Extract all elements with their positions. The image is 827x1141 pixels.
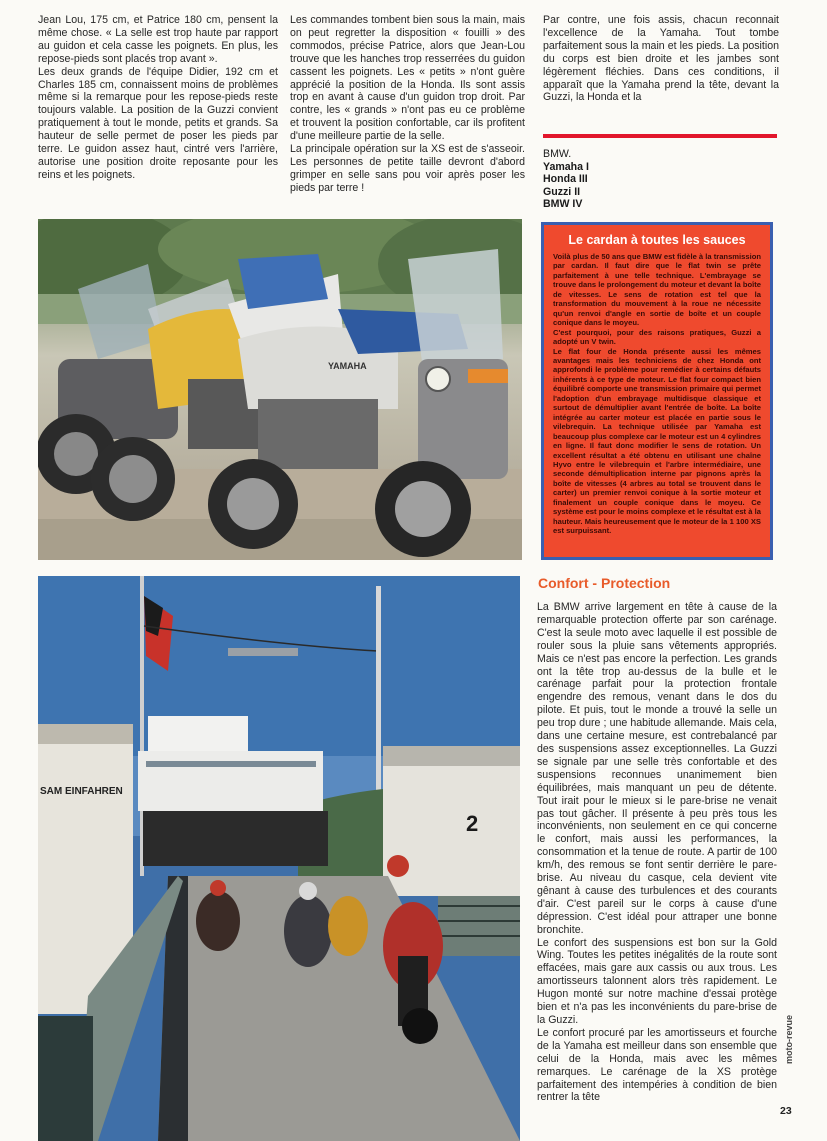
ranking-list <box>543 148 663 211</box>
ranking-header: BMW. <box>543 148 572 160</box>
ranking-item: Honda III <box>543 173 588 186</box>
paragraph: La principale opération sur la XS est de s'asseoir. Les personnes de petite taille devront d'abord grimper en selle sans pou voir après poser les pieds par terre ! <box>290 143 525 194</box>
section-heading: Confort - Protection <box>538 575 671 591</box>
warning-sign-text: SAM EINFAHREN <box>40 786 123 797</box>
ferry-photo <box>38 576 520 1141</box>
paragraph: Jean Lou, 175 cm, et Patrice 180 cm, pensent la même chose. « La selle est trop haute par rapport au guidon et cela casse les poignets. En plus, les repose-pieds sont placés trop avant ». <box>38 14 278 65</box>
sidebar-paragraph: Voilà plus de 50 ans que BMW est fidèle à la transmission par cardan. Il faut dire que le flat twin se prête parfaitement à une telle technique. L'embrayage se trouve dans le prolongement du moteur et devant la boîte de vitesses. Le sens de rotation est tel que la transformation du mouvement à la roue ne nécessite qu'un renvoi d'angle en sortie de boîte et un couple conique dans le moyeu. <box>553 252 761 328</box>
sidebar-title: Le cardan à toutes les sauces <box>568 233 746 247</box>
article-column-4 <box>537 601 777 1104</box>
dock-number: 2 <box>466 811 479 836</box>
paragraph: Le confort des suspensions est bon sur la Gold Wing. Toutes les petites inégalités de la route sont effacées, mais gare aux cassis ou aux trous. Les amortisseurs talonnent alors très rapidement. Le Hugon monté sur notre machine d'essai protège bien et n'a pas les inconvénients du pare-brise de la Guzzi. <box>537 936 777 1026</box>
ranking-item: Yamaha I <box>543 160 589 173</box>
article-column-1 <box>38 14 278 182</box>
red-divider <box>543 134 777 138</box>
tank-label: YAMAHA <box>328 361 367 371</box>
ranking-item: Guzzi II <box>543 185 581 198</box>
motorcycles-lineup-photo <box>38 219 522 560</box>
sidebar-paragraph: C'est pourquoi, pour des raisons pratiques, Guzzi a adopté un V twin. <box>553 327 761 347</box>
article-column-2 <box>290 14 525 195</box>
article-column-3 <box>543 14 779 104</box>
paragraph: Les deux grands de l'équipe Didier, 192 cm et Charles 185 cm, connaissent moins de problèmes même si la remarque pour les repose-pieds reste toujours valable. La position de la Guzzi convient pratiquement à tout le monde, petits et grands. Sa hauteur de selle permet de poser les pieds par terre. Le guidon assez haut, cintré vers l'arrière, autorise une position droite reposante pour les reins et les poignets. <box>38 65 278 181</box>
paragraph: Le confort procuré par les amortisseurs et fourche de la Yamaha est meilleur dans son ensemble que celui de la Honda, mais avec les mêmes remarques. Le carénage de la XS protège parfaitement des intempéries à condition de bien rentrer la tête <box>537 1026 777 1104</box>
paragraph: Par contre, une fois assis, chacun reconnait l'excellence de la Yamaha. Tout tombe parfaitement sous la main et les pieds. La position du corps est bien droite et les jambes sont légèrement fléchies. Dans ces conditions, il apparaît que la Yamaha prend la tête, devant la Guzzi, la Honda et la <box>543 14 779 104</box>
magazine-name: moto-revue <box>784 1014 794 1064</box>
page-number: 23 <box>780 1105 792 1117</box>
sidebar-box <box>541 222 773 560</box>
ranking-item: BMW IV <box>543 198 583 211</box>
motorcycles-illustration <box>38 219 522 560</box>
paragraph: La BMW arrive largement en tête à cause de la remarquable protection offerte par son carénage. C'est la seule moto avec laquelle il est possible de rouler sous la pluie sans vêtements appropriés. Mais ce n'est pas encore la perfection. Les grands ont la tête trop au-dessus de la bulle et le carénage parfait pour la protection frontale engendre des remous, venant dans le dos du pilote. Et puis, tout le monde a trouvé la selle un peu trop dure ; une habitude allemande. Mais cela, dans une certaine mesure, est contrebalancé par des suspensions assez exceptionnelles. La Guzzi se signale par une selle très confortable et des suspensions reconnues unanimement bien équilibrées, mais manquant un peu de détente. Tout irait pour le mieux si le pare-brise ne venait pas tout gâcher. Il présente à peu près tous les inconvénients, non seulement en ce qui concerne le confort, mais aussi les performances, la consommation et la tenue de route. A partir de 100 km/h, des remous se font sentir derrière le pare-brise. Au niveau du casque, cela devient vite gênant à cause des turbulences et des courants d'air. C'est pareil sur le corps à cause d'une dépression. C'est idéal pour attraper une bonne bronchite. <box>537 601 777 936</box>
sidebar-paragraph: Le flat four de Honda présente aussi les mêmes avantages mais les techniciens de chez Honda ont approfondi le problème pour remédier à certains défauts inhérents à ce type de moteur. Le flat four compact bien équilibré comporte une transmission primaire qui permet l'adoption d'un embrayage multidisque classique et surtout de démultiplier avant l'entrée de boîte. La boîte intégrée au carter moteur est placée en partie sous le vilebrequin. La technique utilisée par Yamaha est beaucoup plus complexe car le moteur est un 4 cylindres en ligne. Il faut donc modifier le sens de rotation. Un excellent résultat a été obtenu en utilisant une chaîne Hyvo entre le vilebrequin et l'arbre intermédiaire, une seconde démultiplication interne par pignons après la boîte de vitesses (4 arbres au total se trouvent dans le carter) un premier renvoi conique à la sortie moteur et finalement un couple conique dans le moyeu. Ce système est pour le moins complexe et le résultat est à la hauteur. Mais heureusement que le moteur de la 1 100 XS est surpuissant. <box>553 346 761 536</box>
paragraph: Les commandes tombent bien sous la main, mais on peut regretter la disposition « fouilli » des commodos, précise Patrice, alors que Jean-Lou trouve que les hanches trop resserrées du guidon cassent les poignets. Les « petits » n'ont guère apprécié la position de la Honda. Ils sont assis trop en avant à cause d'un guidon trop droit. Par contre, les « grands » n'ont pas eu ce problème et trouvent la position confortable, car ils profitent d'une meilleure partie de la selle. <box>290 14 525 143</box>
sidebar-body <box>553 252 761 536</box>
ferry-illustration <box>38 576 520 1141</box>
